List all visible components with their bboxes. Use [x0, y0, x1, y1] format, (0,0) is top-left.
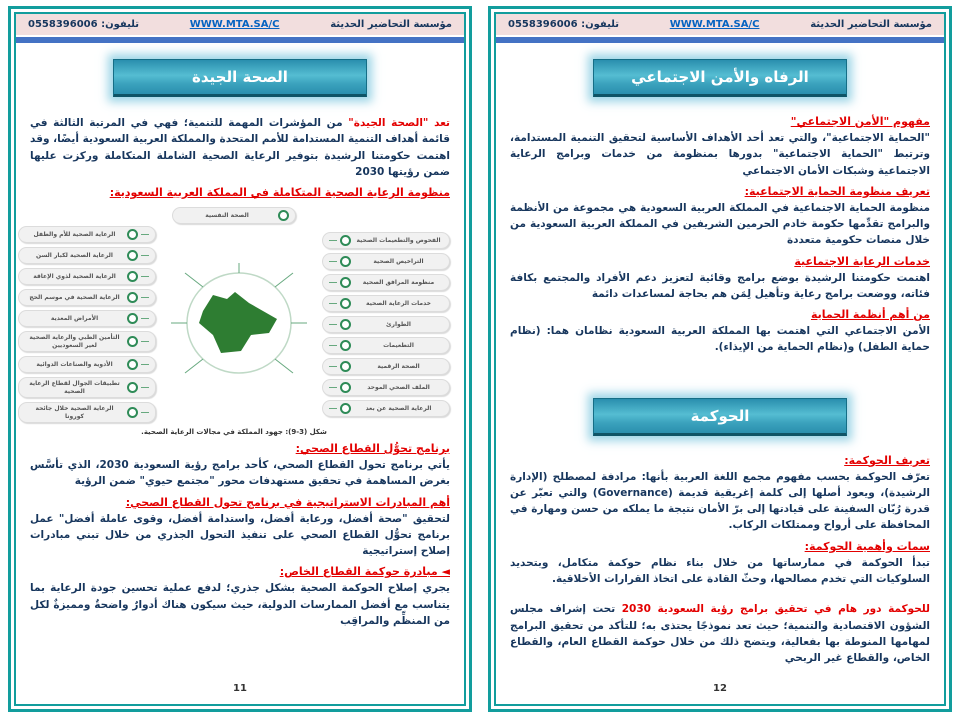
diagram-pill: منظومة المرافق الصحية: [322, 274, 450, 291]
site-link[interactable]: WWW.MTA.SA/C: [669, 19, 760, 30]
section-spacer: [510, 360, 930, 382]
site-link[interactable]: WWW.MTA.SA/C: [189, 19, 280, 30]
node-ring-icon: [127, 229, 138, 240]
page-12-inner: [494, 12, 946, 706]
page-12: [488, 6, 952, 712]
banner-governance: الحوكمة: [593, 398, 847, 436]
node-ring-icon: [340, 298, 351, 309]
node-ring-icon: [340, 319, 351, 330]
page-11-inner: [14, 12, 466, 706]
paragraph-social-care-services: اهتمت حكومتنا الرشيدة بوضع برامج وقائية لتعزيز دعم الأفراد والمجتمع بكافة فئاته، ووضعت برامج رعاية وتأهيل لِمَن هم بحاجة لمساعدات دائمة: [510, 271, 930, 300]
diagram-pill: الملف الصحي الموحد: [322, 379, 450, 396]
node-ring-icon: [340, 382, 351, 393]
diagram-pill: الفحوص والتطعيمات الصحية: [322, 232, 450, 249]
page-12-content: [496, 59, 944, 666]
node-ring-icon: [340, 256, 351, 267]
paragraph-protection-systems: الأمن الاجتماعي التي اهتمت بها المملكة العربية السعودية نظامان هما: (نظام حماية الطفل) و(نظام الحماية من الإيذاء).: [510, 325, 930, 354]
paragraph-governance-traits: تبدأ الحوكمة في ممارساتها من خلال بناء نظام حوكمة متكامل، وبتحديد السلوكيات التي تخدم مصالحها، وحثّ القادة على اتخاذ القرارات الأخلاقية.: [510, 556, 930, 585]
node-ring-icon: [127, 271, 138, 282]
diagram-top-row: [18, 207, 450, 224]
node-ring-icon: [127, 407, 138, 418]
diagram-pill-top: الصحة النفسية: [172, 207, 296, 224]
diagram-left-labels: [18, 226, 156, 423]
diagram-pill: الرعاية الصحية لذوي الإعاقة: [18, 268, 156, 285]
node-ring-icon: [340, 235, 351, 246]
diagram-pill: خدمات الرعاية الصحية: [322, 295, 450, 312]
diagram-pill: الرعاية الصحية لكبار السن: [18, 247, 156, 264]
node-ring-icon: [127, 250, 138, 261]
paragraph-governance-role: [510, 601, 930, 666]
paragraph-governance-definition: تعرّف الحوكمة بحسب مفهوم مجمع اللغة العربية بأنها: مرادفة لمصطلح (الإدارة الرشيدة)، ويعود أصلها إلى كلمة إغريقية قديمة (Governance) والتي تعبّر عن قدرة رُبّان السفينة على قيادتها إلى برّ الأمان نتيجة ما يملكه من حسن ومهارة في المحافظة على أرواح وممتلكات الركاب.: [510, 470, 930, 532]
page-header: [496, 14, 944, 35]
diagram-pill: تطبيقات الجوال لقطاع الرعاية الصحية: [18, 377, 156, 398]
intro-lead: تعد "الصحة الجيدة": [348, 117, 450, 129]
page-number: 12: [713, 683, 727, 694]
node-ring-icon: [340, 340, 351, 351]
banner-good-health: الصحة الجيدة: [113, 59, 367, 97]
banner-welfare-social-security: الرفاه والأمن الاجتماعي: [593, 59, 847, 97]
diagram-grid: [18, 226, 450, 423]
intro-body: من المؤشرات المهمة للتنمية؛ فهي في المرتبة الثالثة في قائمة أهداف التنمية المستدامة للأمم المتحدة والمملكة العربية السعودية أيضًا، وقد اهتمت حكومتنا الرشيدة بتوفير الرعاية الصحية الشاملة المتكاملة وركزت عليها ضمن رؤيتها 2030: [30, 117, 450, 178]
heading-governance-traits: سمات وأهمية الحوكمة:: [804, 539, 930, 553]
heading-social-care-services: خدمات الرعاية الاجتماعية: [794, 254, 930, 268]
phone-number: تليفون: 0558396006: [28, 19, 139, 30]
header-rule: [496, 37, 944, 43]
heading-private-sector-governance: ◄ مبادرة حوكمة القطاع الخاص:: [279, 565, 450, 579]
diagram-pill: الرعاية الصحية في موسم الحج: [18, 289, 156, 306]
paragraph-protection-system-definition: منظومة الحماية الاجتماعية في المملكة العربية السعودية هي مجموعة من الأنظمة والبرامج تقدِّمها حكومة خادم الحرمين الشريفين في المملكة العربية السعودية من خلال منصات حكومية متعددة: [510, 201, 930, 247]
diagram-pill: التطعيمات: [322, 337, 450, 354]
org-name: مؤسسة التحاضير الحديثة: [810, 19, 932, 30]
phone-number: تليفون: 0558396006: [508, 19, 619, 30]
heading-governance-definition: تعريف الحوكمة:: [844, 453, 930, 467]
paragraph-strategic-initiatives: لتحقيق "صحة أفضل، ورعاية أفضل، واستدامة أفضل، وقوى عاملة أفضل" عمل برنامج تحوُّل القطاع الصحي على تنفيذ التحول الجذري من خلال تبني مبادرات إصلاح إستراتيجية: [30, 512, 450, 558]
node-ring-icon: [340, 361, 351, 372]
diagram-pill: التراخيص الصحية: [322, 253, 450, 270]
diagram-pill: الرعاية الصحية عن بعد: [322, 400, 450, 417]
heading-social-security-concept: مفهوم "الأمن الاجتماعي": [790, 115, 930, 128]
diagram-pill: الأمراض المعدية: [18, 310, 156, 327]
diagram-pill: الرعاية الصحية خلال جائحة كورونا: [18, 402, 156, 423]
heading-health-system: منظومة الرعاية الصحية المتكاملة في المملكة العربية السعودية:: [109, 186, 450, 200]
page-11-content: [16, 59, 464, 629]
diagram-pill: الطوارئ: [322, 316, 450, 333]
paragraph-private-sector-governance: يجري إصلاح الحوكمة الصحية بشكل جذري؛ لدفع عملية تحسين جودة الرعاية بما يتناسب مع أفضل الممارسات الدولية، حيث سيكون هناك أدوارٌ واضحةٌ ومميزةٌ لكل من المنظِّم والمراقِب: [30, 582, 450, 627]
node-ring-icon: [127, 313, 138, 324]
org-name: مؤسسة التحاضير الحديثة: [330, 19, 452, 30]
heading-protection-system-definition: تعريف منظومة الحماية الاجتماعية:: [744, 184, 930, 198]
node-ring-icon: [340, 277, 351, 288]
heading-protection-systems: من أهم أنظمة الحماية: [810, 308, 930, 322]
node-ring-icon: [127, 359, 138, 370]
node-ring-icon: [127, 336, 138, 347]
page-header: [16, 14, 464, 35]
diagram-caption: شكل (3-9): جهود المملكة في مجالات الرعاية الصحية.: [141, 428, 327, 437]
page-number: 11: [233, 683, 247, 694]
intro-paragraph: [30, 115, 450, 180]
diagram-pill: الرعاية الصحية للأم والطفل: [18, 226, 156, 243]
diagram-right-labels: [322, 232, 450, 417]
paragraph-social-security-concept: "الحماية الاجتماعية"، والتي تعد أحد الأهداف الأساسية لتحقيق التنمية المستدامة، وترتبط "الحماية الاجتماعية" بدورها بمنظومة من خدمات وبرامج الرعاية الاجتماعية وشبكات الأمان الاجتماعي: [510, 132, 930, 177]
saudi-map-art: [169, 263, 309, 387]
page-11: [8, 6, 472, 712]
node-ring-icon: [127, 292, 138, 303]
governance-role-body: تحت إشراف مجلس الشؤون الاقتصادية والتنمية؛ حيث تعد نموذجًا يحتذى به؛ للتأكد من تحقيق البرامج لمهامها المنوطة بها بفعالية، ويتضح ذلك من خلال حوكمة القطاع العام، والقطاع الخاص، والقطاع غير الربحي: [510, 603, 930, 665]
heading-transformation-program: برنامج تحوُّل القطاع الصحي:: [295, 442, 450, 456]
heading-strategic-initiatives: أهم المبادرات الاستراتيجية في برنامج تحول القطاع الصحي:: [125, 495, 450, 509]
paragraph-transformation-program: يأتي برنامج تحول القطاع الصحي، كأحد برامج رؤية السعودية 2030، الذي تأسَّس بغرض المساهمة في تحقيق مستهدفات محور "مجتمع حيوي" ضمن الرؤية: [30, 459, 450, 488]
diagram-pill: التأمين الطبي والرعاية الصحية لغير السعوديين: [18, 331, 156, 352]
node-ring-icon: [340, 403, 351, 414]
node-ring-icon: [278, 210, 289, 221]
header-rule: [16, 37, 464, 43]
node-ring-icon: [127, 382, 138, 393]
governance-role-lead: للحوكمة دور هام في تحقيق برامج رؤية السعودية 2030: [621, 603, 930, 616]
diagram-pill: الصحة الرقمية: [322, 358, 450, 375]
healthcare-efforts-diagram: [18, 207, 450, 436]
diagram-pill: الأدوية والصناعات الدوائية: [18, 356, 156, 373]
